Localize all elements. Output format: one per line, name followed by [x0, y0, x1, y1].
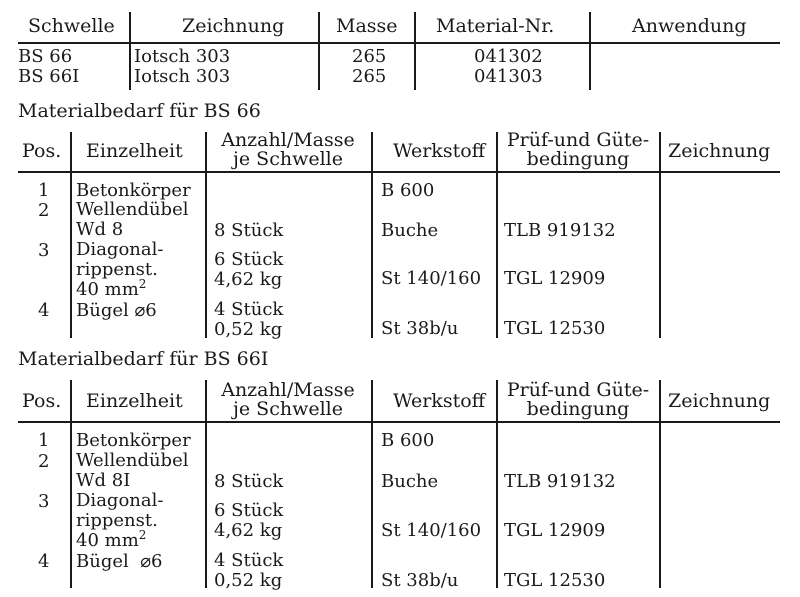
cell-anzahl: 4 Stück 0,52 kg — [214, 299, 284, 340]
cell-pruef: TGL 12530 — [504, 570, 606, 591]
col-divider — [659, 380, 661, 588]
cell-zeichnung: Iotsch 303 — [134, 46, 231, 67]
col-header-zeichnung: Zeichnung — [668, 140, 771, 162]
cell-pos: 1 — [38, 430, 50, 451]
top-col-divider — [129, 12, 131, 90]
cell-werkstoff: St 140/160 — [381, 268, 482, 289]
cell-werkstoff: B 600 — [381, 180, 435, 201]
col-header-einzelheit: Einzelheit — [86, 140, 183, 162]
cell-einzelheit: Diagonal- rippenst. 40 $mm^2$ — [76, 490, 164, 551]
cell-pruef: TGL 12530 — [504, 318, 606, 339]
col-header-werkstoff: Werkstoff — [393, 140, 486, 162]
cell-einzelheit: Bügel ⌀6 — [76, 551, 163, 572]
top-col-divider — [318, 12, 320, 90]
cell-werkstoff: St 38b/u — [381, 318, 459, 339]
col-header-zeichnung: Zeichnung — [182, 15, 285, 37]
cell-pruef: TLB 919132 — [504, 220, 616, 241]
col-header-material-nr: Material-Nr. — [436, 15, 555, 37]
cell-einzelheit: Betonkörper — [76, 430, 191, 451]
cell-material-nr: 041302 — [474, 46, 543, 67]
top-col-divider — [589, 12, 591, 90]
cell-pos: 4 — [38, 551, 50, 572]
cell-einzelheit: Diagonal- rippenst. 40 $mm^2$ — [76, 239, 164, 300]
col-divider — [371, 380, 373, 588]
cell-pruef: TGL 12909 — [504, 268, 606, 289]
col-header-anzahl: Anzahl/Masse je Schwelle — [221, 129, 355, 170]
cell-einzelheit: Wellendübel Wd 8 — [76, 199, 189, 240]
cell-masse: 265 — [352, 46, 387, 67]
cell-zeichnung: Iotsch 303 — [134, 66, 231, 87]
col-header-zeichnung: Zeichnung — [668, 390, 771, 412]
col-divider — [659, 132, 661, 338]
cell-werkstoff: St 38b/u — [381, 570, 459, 591]
cell-anzahl: 6 Stück 4,62 kg — [214, 500, 284, 541]
col-header-pos: Pos. — [22, 390, 62, 412]
cell-anzahl: 8 Stück — [214, 471, 284, 492]
cell-masse: 265 — [352, 66, 387, 87]
cell-werkstoff: B 600 — [381, 430, 435, 451]
cell-pos: 1 — [38, 180, 50, 201]
col-divider — [70, 380, 72, 588]
cell-pos: 4 — [38, 300, 50, 321]
cell-anzahl: 8 Stück — [214, 220, 284, 241]
top-header-rule — [18, 42, 780, 44]
cell-anzahl: 6 Stück 4,62 kg — [214, 249, 284, 290]
col-header-einzelheit: Einzelheit — [86, 390, 183, 412]
col-header-pos: Pos. — [22, 140, 62, 162]
cell-pos: 3 — [38, 240, 50, 261]
cell-anzahl: 4 Stück 0,52 kg — [214, 550, 284, 591]
col-divider — [371, 132, 373, 338]
col-header-masse: Masse — [336, 15, 398, 37]
cell-werkstoff: Buche — [381, 220, 439, 241]
cell-schwelle: BS 66I — [18, 66, 80, 87]
col-header-schwelle: Schwelle — [28, 15, 115, 37]
top-col-divider — [414, 12, 416, 90]
cell-pruef: TGL 12909 — [504, 520, 606, 541]
col-header-anwendung: Anwendung — [632, 15, 747, 37]
cell-einzelheit: Wellendübel Wd 8I — [76, 450, 189, 491]
header-rule — [18, 171, 780, 173]
col-divider — [70, 132, 72, 338]
col-header-anzahl: Anzahl/Masse je Schwelle — [221, 379, 355, 420]
cell-material-nr: 041303 — [474, 66, 543, 87]
cell-werkstoff: Buche — [381, 471, 439, 492]
section-title: Materialbedarf für BS 66 — [18, 100, 261, 122]
col-header-pruef: Prüf-und Güte- bedingung — [506, 129, 650, 170]
col-header-werkstoff: Werkstoff — [393, 390, 486, 412]
section-title: Materialbedarf für BS 66I — [18, 348, 269, 370]
cell-werkstoff: St 140/160 — [381, 520, 482, 541]
cell-pos: 2 — [38, 451, 50, 472]
col-header-pruef: Prüf-und Güte- bedingung — [506, 379, 650, 420]
header-rule — [18, 421, 780, 423]
cell-einzelheit: Betonkörper — [76, 180, 191, 201]
cell-schwelle: BS 66 — [18, 46, 73, 67]
cell-pos: 3 — [38, 491, 50, 512]
cell-pos: 2 — [38, 200, 50, 221]
cell-pruef: TLB 919132 — [504, 471, 616, 492]
cell-einzelheit: Bügel ⌀6 — [76, 300, 157, 321]
